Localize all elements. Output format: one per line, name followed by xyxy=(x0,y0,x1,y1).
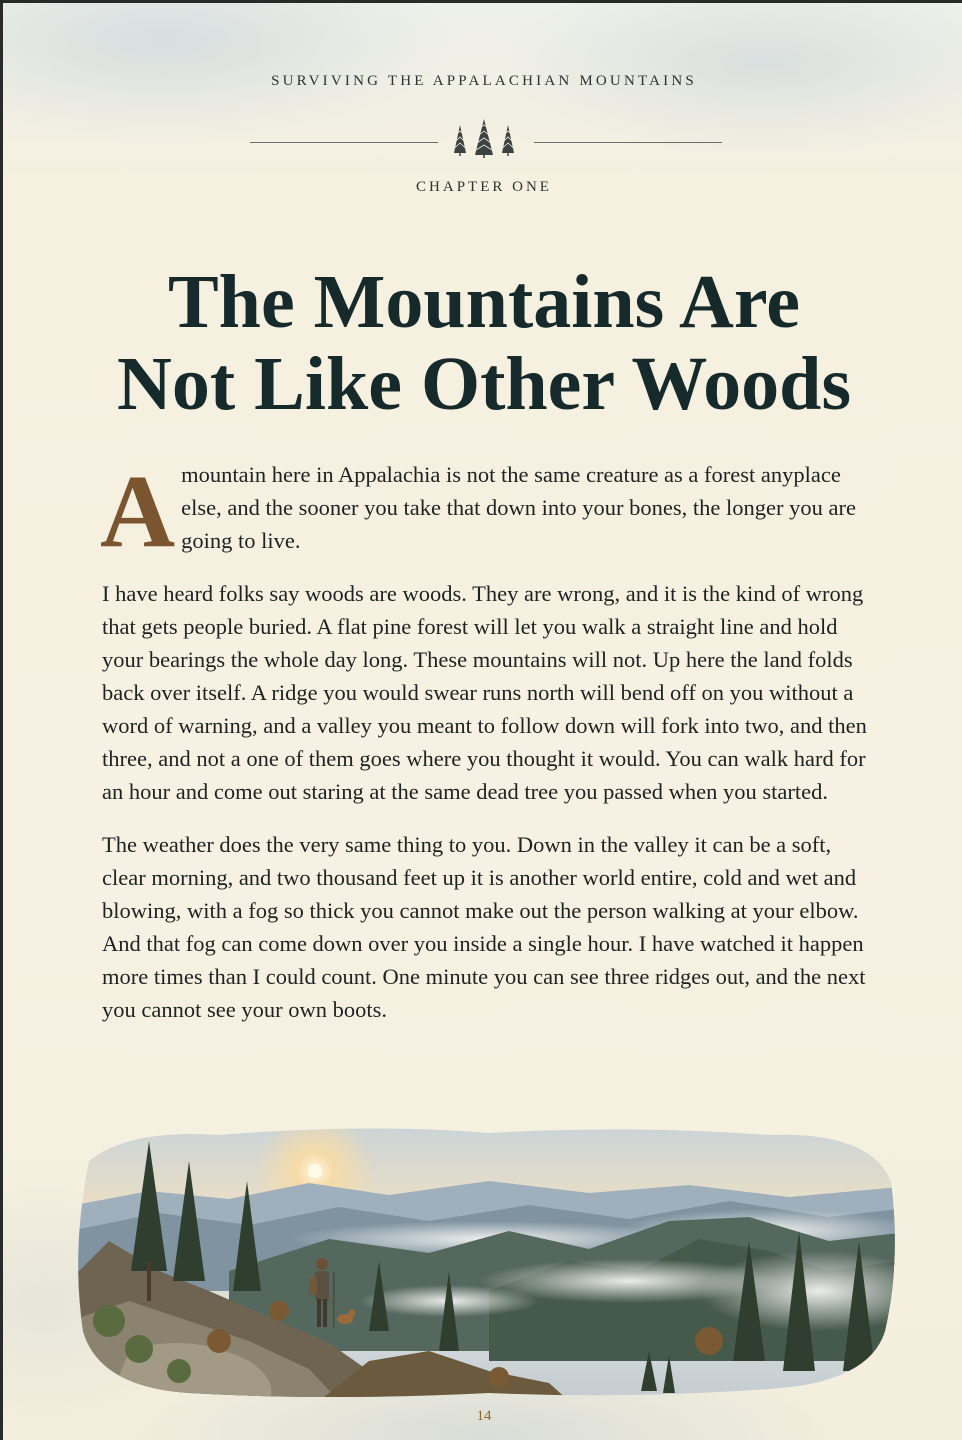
chapter-title xyxy=(43,261,925,425)
chapter-title-line-1: The Mountains Are xyxy=(167,260,800,344)
chapter-title-line-2: Not Like Other Woods xyxy=(116,342,852,426)
running-head: SURVIVING THE APPALACHIAN MOUNTAINS xyxy=(271,73,697,89)
page-number: 14 xyxy=(476,1408,492,1424)
chapter-label: CHAPTER ONE xyxy=(416,179,552,195)
chapter-ornament xyxy=(3,115,962,161)
paragraph-2: I have heard folks say woods are woods. They are wrong, and it is the kind of wrong that gets people buried. A flat pine forest will let you walk a straight line and hold your bearings the whole day long. These mountains will not. Up here the land folds back over itself. A ridge you would swear runs north will bend off on you without a word of warning, and a valley you meant to follow down will fork into two, and then three, and not a one of them goes where you thought it would. You can walk hard for an hour and come out staring at the same dead tree you passed when you started. xyxy=(102,581,867,804)
chapter-body xyxy=(100,454,872,1046)
drop-cap: A xyxy=(100,454,176,569)
pine-trees-icon xyxy=(450,117,520,159)
paragraph-3: The weather does the very same thing to you. Down in the valley it can be a soft, clear morning, and two thousand feet up it is another world entire, cold and wet and blowing, with a fog so thick you cannot make out the person walking at your elbow. And that fog can come down over you inside a single hour. I have watched it happen more times than I could count. One minute you can see three ridges out, and the next you cannot see your own boots. xyxy=(102,832,866,1022)
ornament-rule-right xyxy=(534,142,722,143)
mountain-landscape-illustration xyxy=(69,1121,899,1401)
ornament-rule-left xyxy=(250,142,438,143)
paragraph-1 xyxy=(100,454,872,569)
paragraph-1-text: mountain here in Appalachia is not the same creature as a forest anyplace else, and the sooner you take that down into your bones, the longer you are going to live. xyxy=(181,462,856,553)
